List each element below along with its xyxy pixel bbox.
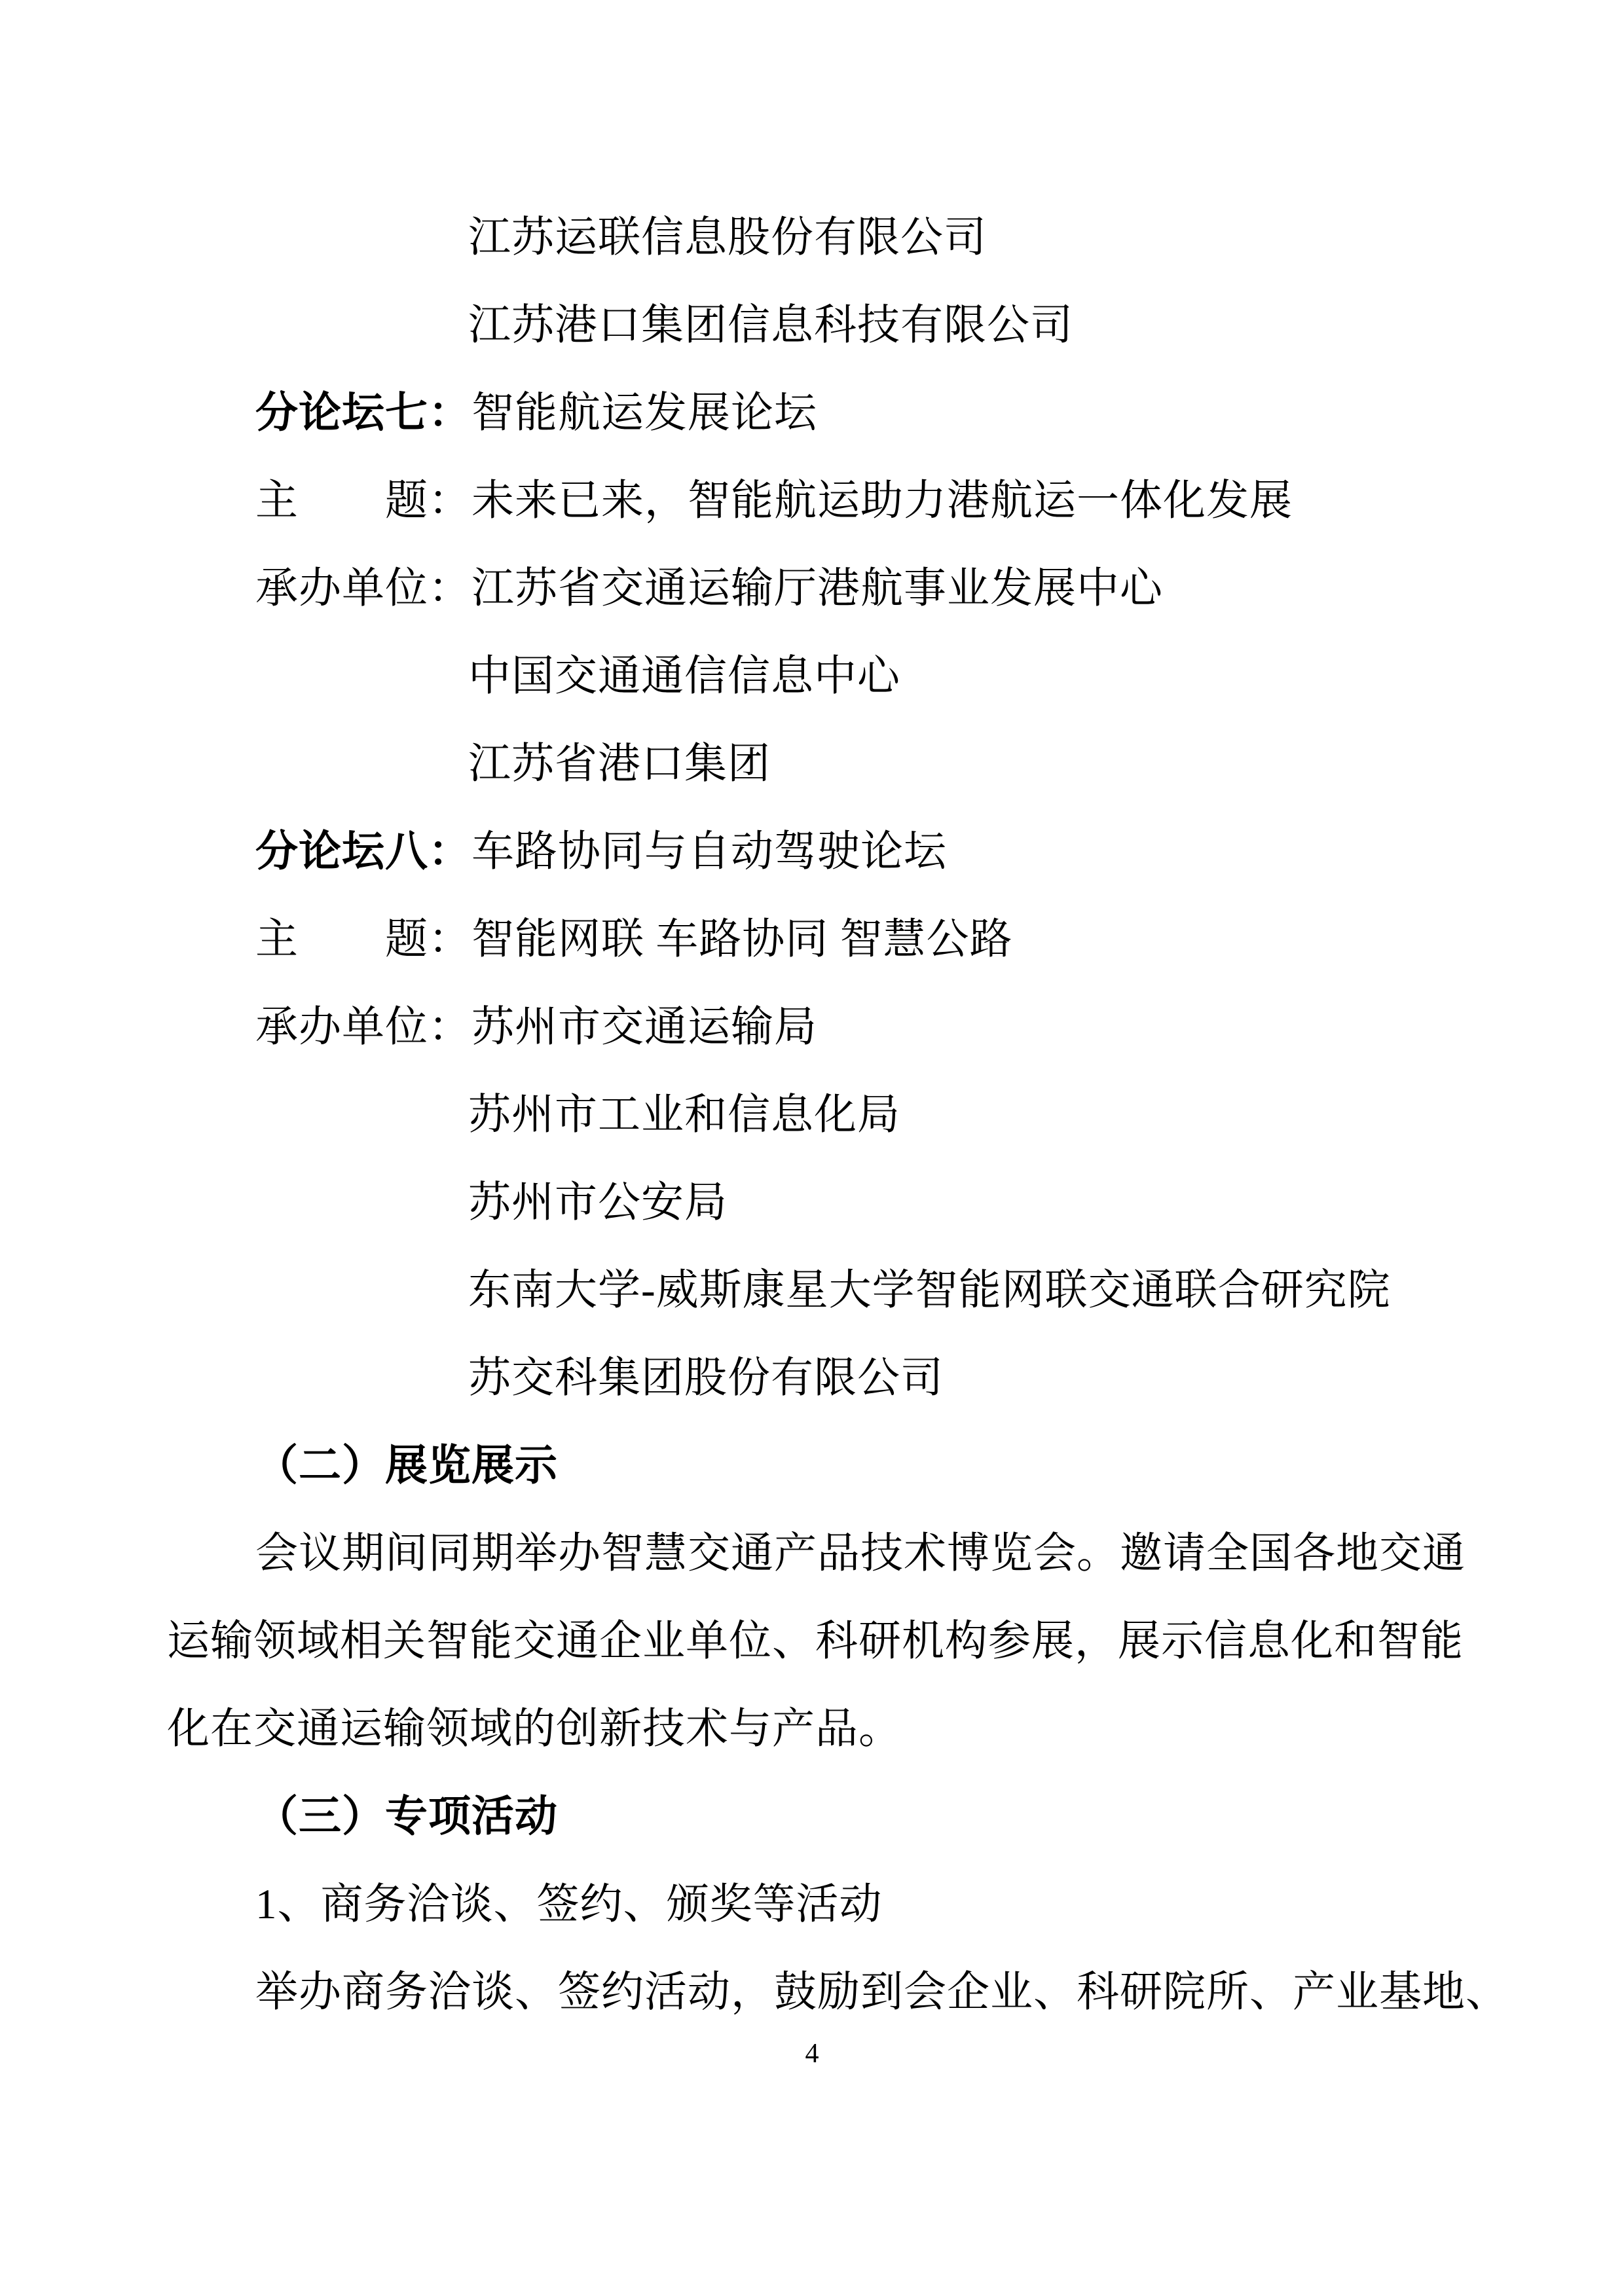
section-3-heading [167, 1773, 1457, 1861]
exhibition-paragraph-line [167, 1510, 1466, 1597]
line-label: 分论坛七： [255, 390, 472, 437]
organizer-line [167, 1247, 1457, 1334]
line-text: 江苏省港口集团 [468, 740, 771, 788]
organizer-line [167, 194, 1457, 282]
line-text: 江苏港口集团信息科技有限公司 [468, 302, 1074, 349]
document-body [167, 194, 1509, 2036]
organizer-line [167, 282, 1457, 369]
line-text: 1、商务洽谈、签约、颁奖等活动 [255, 1881, 883, 1928]
line-text: 运输领域相关智能交通企业单位、科研机构参展，展示信息化和智能 [167, 1618, 1464, 1665]
line-label: 分论坛八： [255, 828, 472, 875]
page-number: 4 [805, 2039, 819, 2069]
forum-7-theme [167, 457, 1457, 545]
line-text: 车路协同与自动驾驶论坛 [471, 828, 948, 875]
exhibition-paragraph-line [167, 1685, 1457, 1773]
line-text: 举办商务洽谈、签约活动，鼓励到会企业、科研院所、产业基地、 [255, 1969, 1509, 2016]
section-2-heading [167, 1422, 1457, 1510]
line-label: （二）展览展示 [255, 1442, 559, 1489]
exhibition-paragraph-line [167, 1597, 1464, 1685]
forum-8-organizers [167, 983, 1457, 1071]
organizer-line [167, 1159, 1457, 1247]
line-text: 主 题：智能网联 车路协同 智慧公路 [255, 916, 1013, 963]
line-text: 智能航运发展论坛 [471, 390, 818, 437]
activity-item-1-heading [167, 1861, 1457, 1948]
organizer-line [167, 632, 1457, 720]
line-label: （三）专项活动 [255, 1793, 559, 1840]
line-text: 苏州市工业和信息化局 [468, 1091, 901, 1139]
line-text: 东南大学-威斯康星大学智能网联交通联合研究院 [468, 1267, 1391, 1314]
activity-paragraph-line [167, 1948, 1509, 2036]
organizer-line [167, 1071, 1457, 1159]
line-text: 化在交通运输领域的创新技术与产品。 [167, 1705, 902, 1753]
line-text: 会议期间同期举办智慧交通产品技术博览会。邀请全国各地交通 [255, 1530, 1466, 1577]
line-text: 中国交通通信信息中心 [468, 653, 901, 700]
line-text: 苏交科集团股份有限公司 [468, 1355, 944, 1402]
forum-7-heading [167, 369, 1457, 457]
organizer-line [167, 720, 1457, 808]
forum-8-heading [167, 808, 1457, 896]
forum-7-organizers [167, 545, 1457, 632]
line-text: 承办单位：江苏省交通运输厅港航事业发展中心 [255, 565, 1164, 612]
line-text: 承办单位：苏州市交通运输局 [255, 1004, 818, 1051]
organizer-line [167, 1334, 1457, 1422]
line-text: 江苏运联信息股份有限公司 [468, 214, 987, 261]
line-text: 苏州市公安局 [468, 1179, 728, 1226]
line-text: 主 题：未来已来，智能航运助力港航运一体化发展 [255, 477, 1293, 524]
forum-8-theme [167, 896, 1457, 983]
